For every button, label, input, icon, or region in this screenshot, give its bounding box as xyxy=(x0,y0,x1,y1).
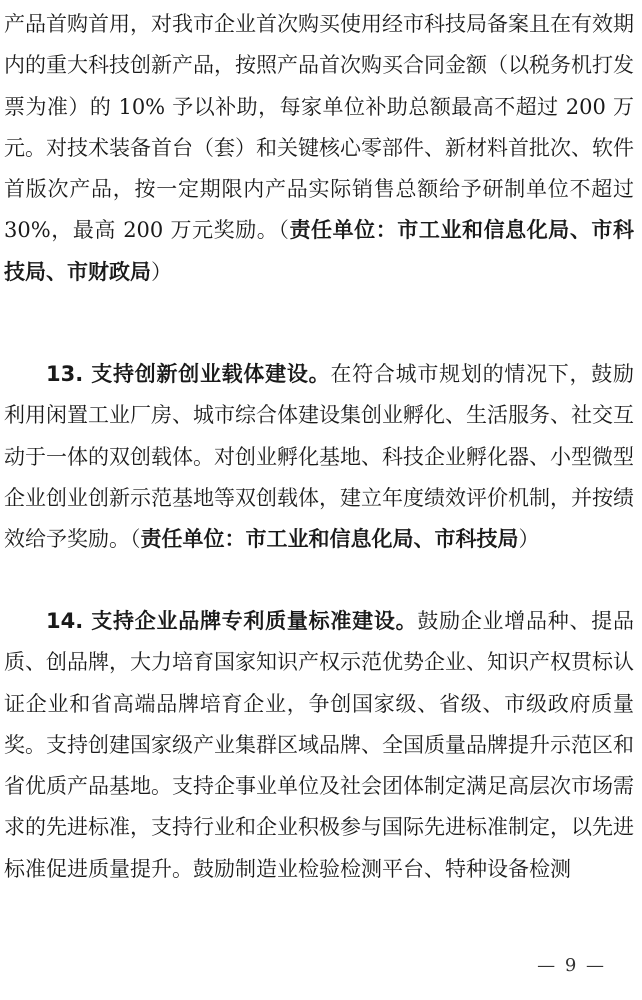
page-number: — 9 — xyxy=(537,955,606,976)
paragraph-1-body: 产品首购首用，对我市企业首次购买使用经市科技局备案且在有效期内的重大科技创新产品，按照产品首次购买合同金额（以税务机打发票为准）的 10% 予以补助，每家单位补助总额最高不超过 200 万元。对技术装备首台（套）和关键核心零部件、新材料首批次、软件首版次产品，按一定期限内产品实际销售总额给予研制单位不超过 30%，最高 200 万元奖励。（ xyxy=(4,12,634,243)
paragraph-1-responsibility: 责任单位：市工业和信息化局、市科技局、市财政局 xyxy=(4,218,635,284)
paragraph-1-tail: ） xyxy=(151,259,172,284)
paragraph-2-body: 在符合城市规划的情况下，鼓励利用闲置工业厂房、城市综合体建设集创业孵化、生活服务、社交互动于一体的双创载体。对创业孵化基地、科技企业孵化器、小型微型企业创业创新示范基地等双创载体，建立年度绩效评价机制，并按绩效给予奖励。（ xyxy=(4,362,635,552)
paragraph-2-tail: ） xyxy=(518,527,540,552)
paragraph-2-heading: 13. 支持创新创业载体建设。 xyxy=(46,362,331,386)
paragraph-3 xyxy=(4,601,634,890)
paragraph-1 xyxy=(4,4,634,293)
paragraph-3-body: 鼓励企业增品种、提品质、创品牌，大力培育国家知识产权示范优势企业、知识产权贯标认证企业和省高端品牌培育企业，争创国家级、省级、市级政府质量奖。支持创建国家级产业集群区域品牌、全国质量品牌提升示范区和省优质产品基地。支持企事业单位及社会团体制定满足高层次市场需求的先进标准，支持行业和企业积极参与国际先进标准制定，以先进标准促进质量提升。鼓励制造业检验检测平台、特种设备检测 xyxy=(4,609,634,881)
paragraph-3-heading: 14. 支持企业品牌专利质量标准建设。 xyxy=(46,609,418,633)
paragraph-2-responsibility: 责任单位：市工业和信息化局、市科技局 xyxy=(140,527,519,552)
paragraph-2 xyxy=(4,354,634,560)
